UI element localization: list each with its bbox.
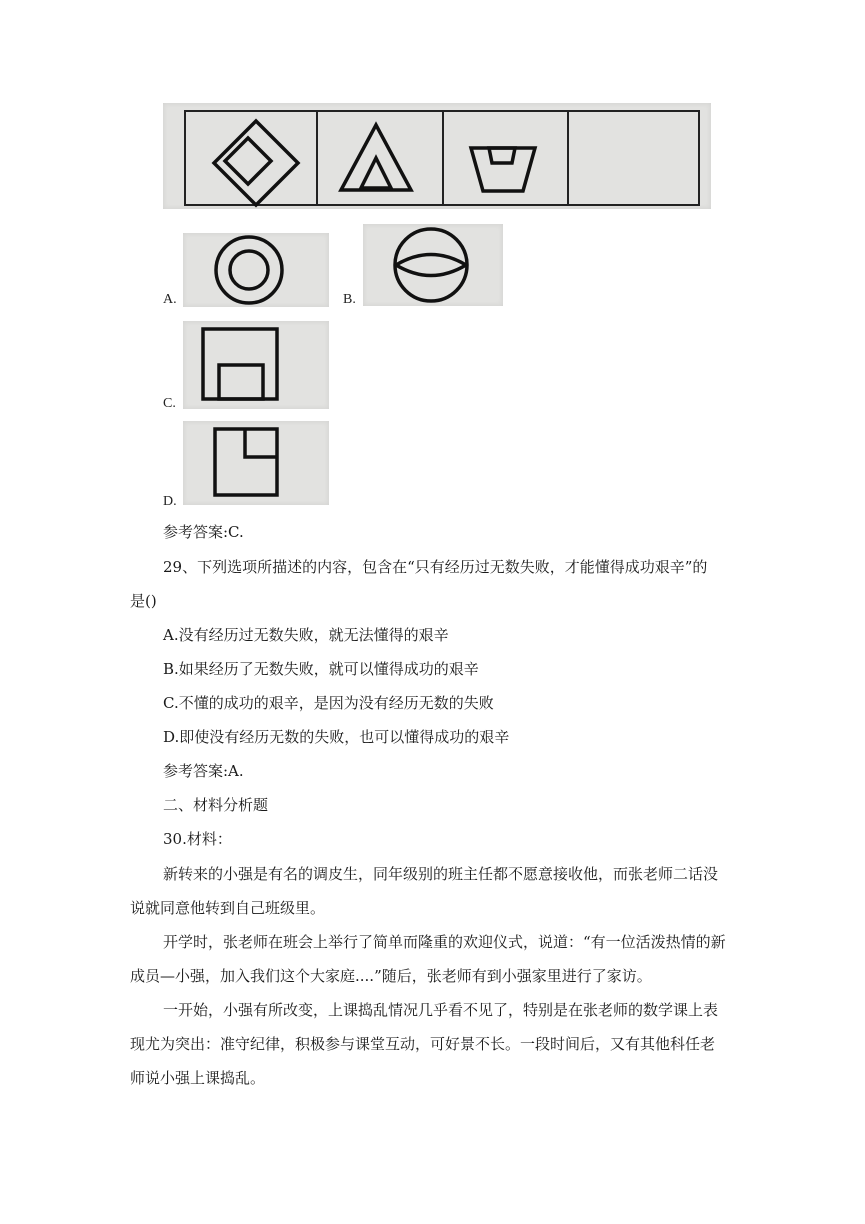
diamond-shape [214,121,298,205]
answer-28: 参考答案:C. [163,523,244,541]
q30-p2-line2: 成员—小强，加入我们这个大家庭....”随后，张老师有到小强家里进行了家访。 [130,967,652,985]
concentric-circles-shape [183,233,329,307]
option-c-label: C. [163,396,176,411]
q30-p1-line2: 说就同意他转到自己班级里。 [130,899,326,917]
option-b-label: B. [343,292,356,307]
triangle-shape [341,125,411,190]
q30-heading: 30.材料： [163,830,232,848]
option-d-label: D. [163,494,177,509]
q29-option-d: D.即使没有经历无数的失败，也可以懂得成功的艰辛 [163,728,510,746]
option-d-photo [183,421,329,505]
q30-p3-line3: 师说小强上课捣乱。 [130,1069,266,1087]
q30-p3-line2: 现尤为突出：准守纪律，积极参与课堂互动，可好景不长。一段时间后，又有其他科任老 [130,1035,716,1053]
q30-p1-line1: 新转来的小强是有名的调皮生，同年级别的班主任都不愿意接收他，而张老师二话没 [163,865,719,883]
figure-sequence-drawing [163,103,711,209]
nested-rectangles-shape [183,321,329,409]
q29-option-a: A.没有经历过无数失败，就无法懂得的艰辛 [163,626,449,644]
q30-p3-line1: 一开始，小强有所改变，上课捣乱情况几乎看不见了，特别是在张老师的数学课上表 [163,1001,719,1019]
q29-stem-line2: 是() [130,592,157,610]
circle-with-lens-shape [363,224,503,306]
q29-stem-line1: 29、下列选项所描述的内容，包含在“只有经历过无数失败，才能懂得成功艰辛”的 [163,558,708,576]
figure-sequence-photo [163,103,711,209]
answer-29: 参考答案:A. [163,762,244,780]
q29-option-c: C.不懂的成功的艰辛，是因为没有经历无数的失败 [163,694,494,712]
square-with-corner-shape [183,421,329,505]
trapezoid-shape [471,148,535,191]
option-c-photo [183,321,329,409]
option-b-photo [363,224,503,306]
option-a-label: A. [163,292,177,307]
q30-p2-line1: 开学时，张老师在班会上举行了简单而隆重的欢迎仪式，说道：“有一位活泼热情的新 [163,933,726,951]
q29-option-b: B.如果经历了无数失败，就可以懂得成功的艰辛 [163,660,479,678]
section-title: 二、材料分析题 [163,796,269,814]
option-a-photo [183,233,329,307]
